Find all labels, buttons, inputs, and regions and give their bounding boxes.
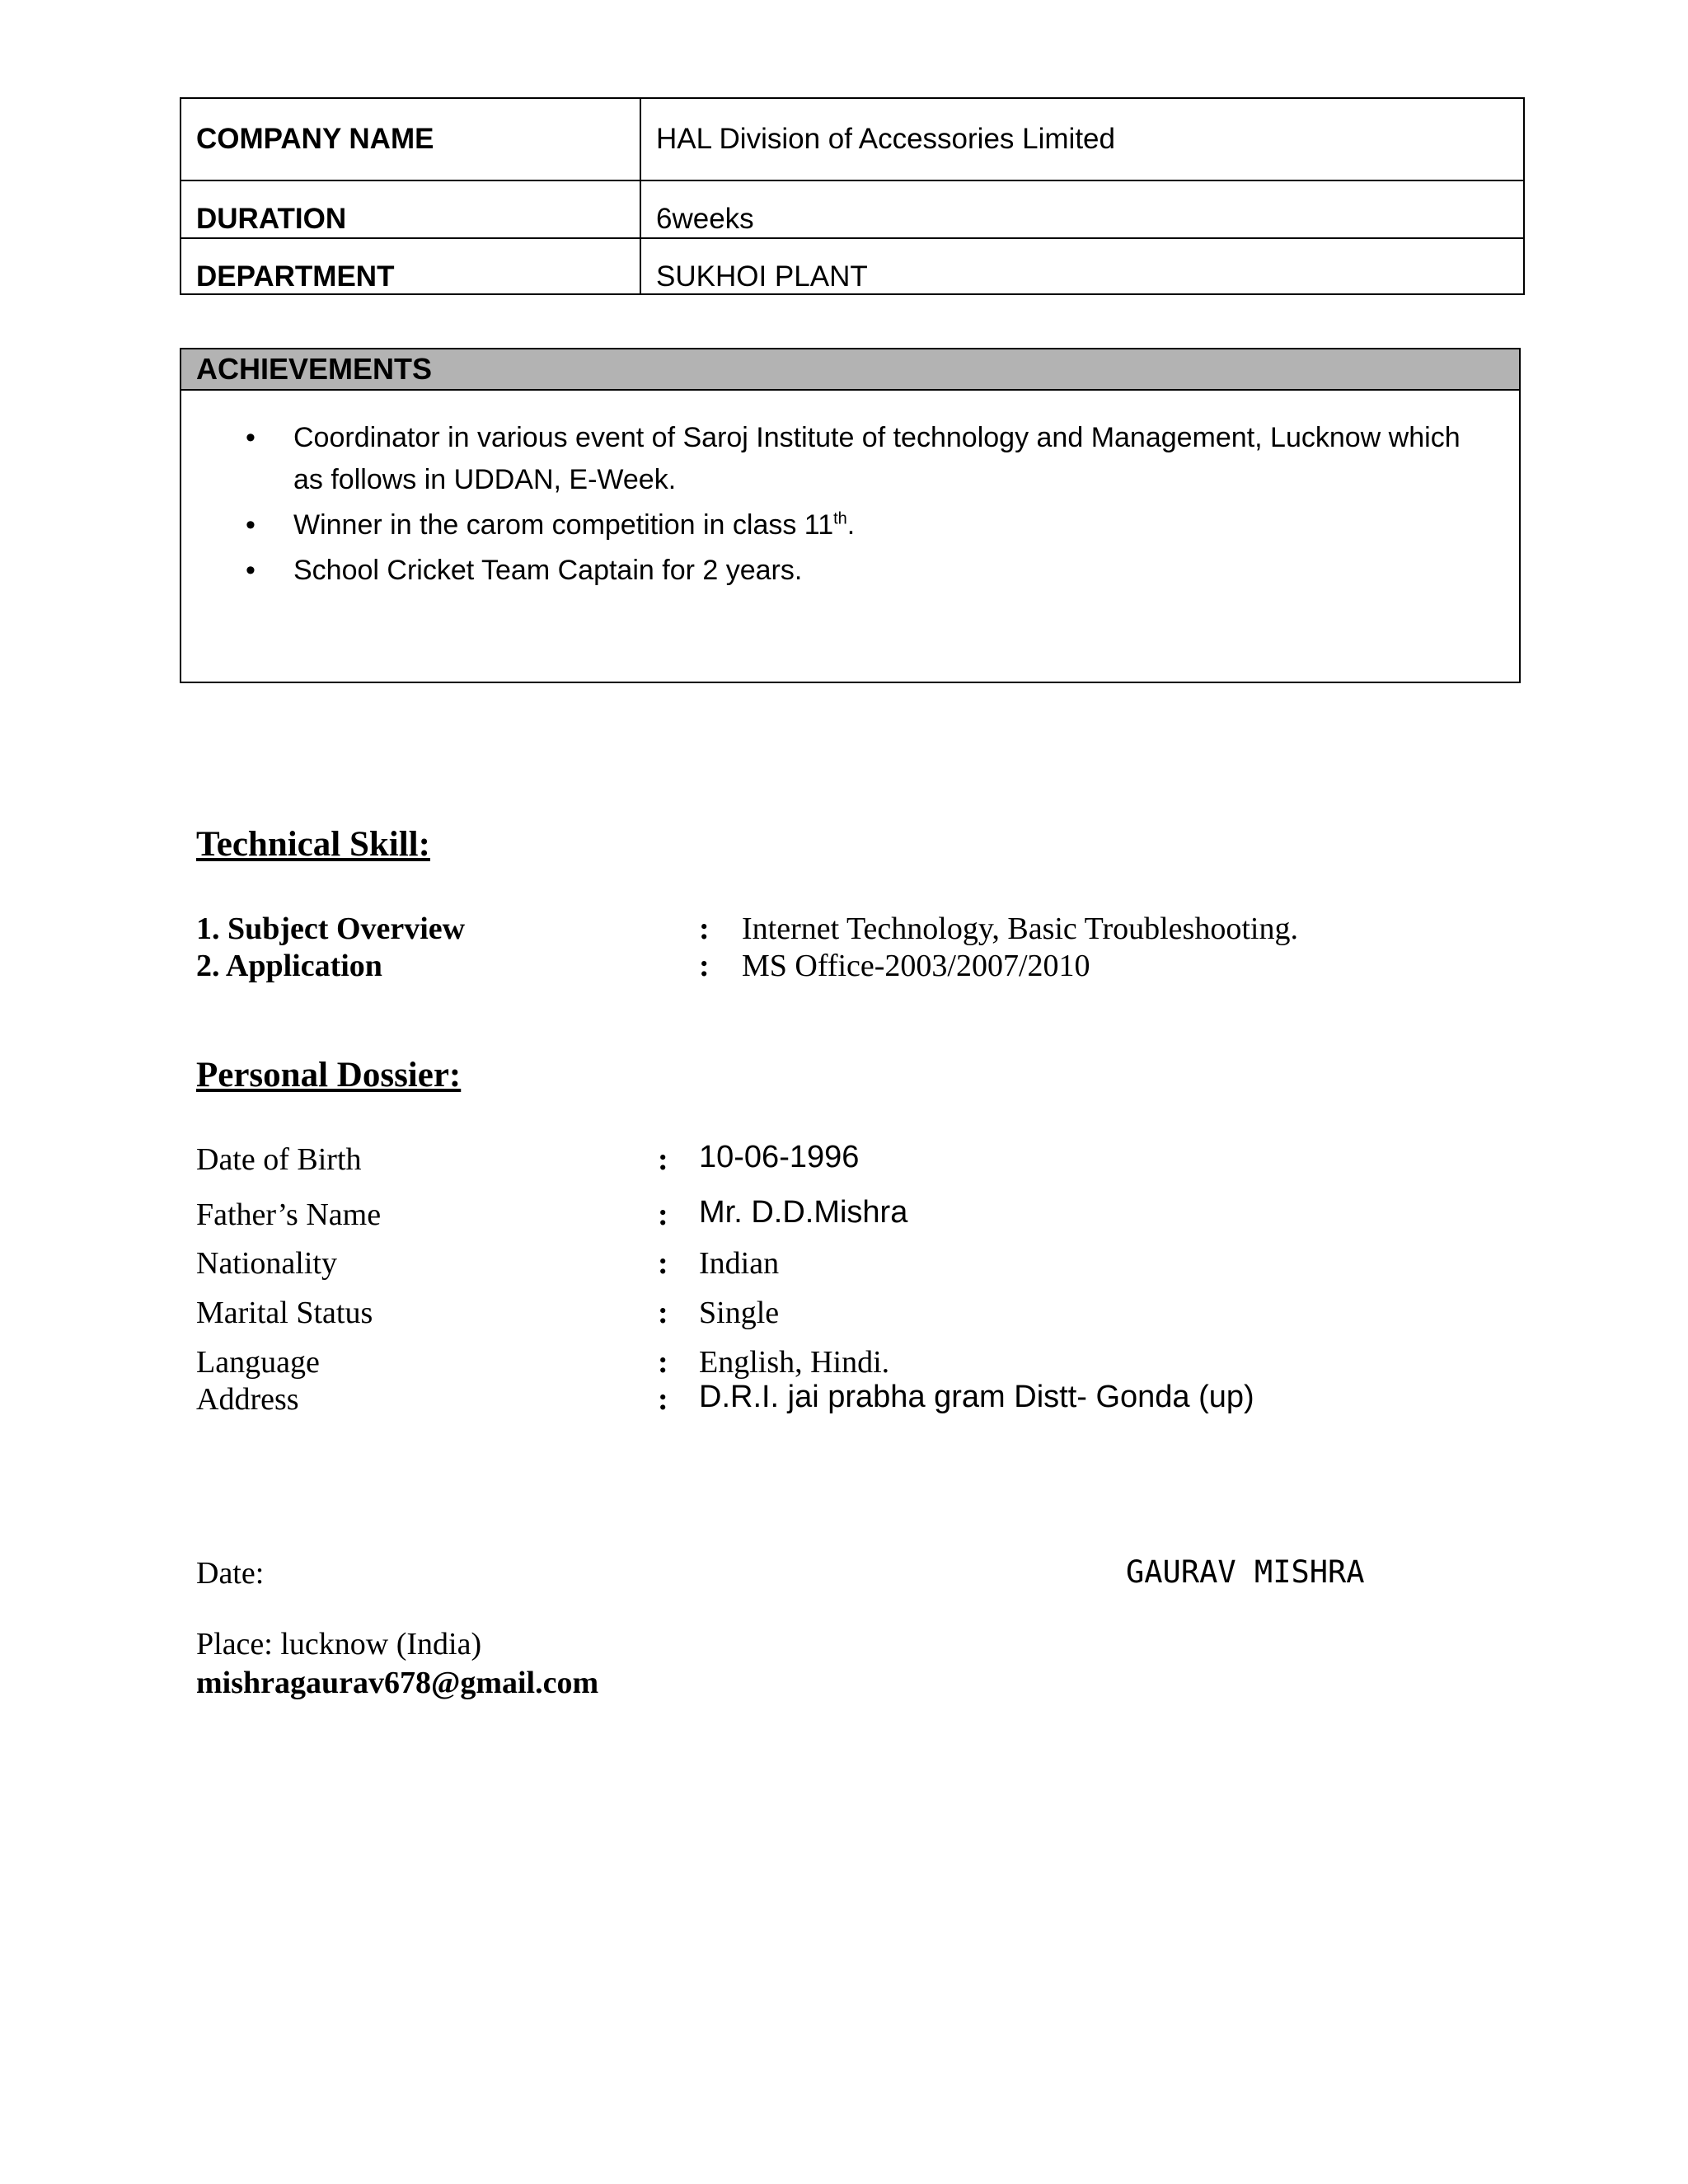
- duration-label: DURATION: [181, 180, 640, 238]
- dossier-value: 10-06-1996: [699, 1140, 860, 1174]
- dossier-key: Marital Status: [196, 1296, 373, 1330]
- dossier-colon: :: [658, 1345, 668, 1380]
- dossier-colon: :: [658, 1382, 668, 1417]
- achievement-suffix: .: [846, 509, 856, 541]
- table-row: [181, 180, 1524, 238]
- dossier-value: Single: [699, 1296, 780, 1330]
- list-item: [181, 550, 1519, 592]
- achievement-text: Coordinator in various event of Saroj Institute of technology and Management, Lucknow which as follows in UDDAN, E-Week.: [293, 422, 1461, 495]
- achievements-heading: ACHIEVEMENTS: [181, 349, 1519, 391]
- dossier-colon: :: [658, 1197, 668, 1232]
- table-row: [181, 98, 1524, 180]
- skill-colon: :: [699, 949, 710, 983]
- achievement-text: School Cricket Team Captain for 2 years.: [293, 555, 803, 586]
- skill-colon: :: [699, 912, 710, 946]
- email-text: mishragaurav678@gmail.com: [196, 1666, 599, 1700]
- dossier-colon: :: [658, 1142, 668, 1177]
- table-row: [181, 238, 1524, 294]
- dossier-colon: :: [658, 1296, 668, 1330]
- department-label: DEPARTMENT: [181, 238, 640, 294]
- place-text: Place: lucknow (India): [196, 1627, 482, 1661]
- dossier-colon: :: [658, 1246, 668, 1281]
- technical-skill-heading: Technical Skill:: [196, 825, 430, 864]
- achievements-section: [180, 348, 1521, 683]
- skill-value: MS Office-2003/2007/2010: [742, 949, 1090, 983]
- date-label: Date:: [196, 1556, 265, 1591]
- personal-dossier-heading: Personal Dossier:: [196, 1056, 462, 1094]
- dossier-key: Nationality: [196, 1246, 337, 1281]
- dossier-key: Address: [196, 1382, 299, 1417]
- skill-value: Internet Technology, Basic Troubleshooting.: [742, 912, 1298, 946]
- dossier-value: Mr. D.D.Mishra: [699, 1195, 908, 1230]
- company-details-table: [180, 97, 1525, 295]
- dossier-key: Date of Birth: [196, 1142, 362, 1177]
- list-item: [181, 504, 1519, 546]
- dossier-value: English, Hindi.: [699, 1345, 890, 1380]
- company-name-value: HAL Division of Accessories Limited: [640, 98, 1524, 180]
- skill-key: 2. Application: [196, 949, 382, 983]
- department-value: SUKHOI PLANT: [640, 238, 1524, 294]
- duration-value: 6weeks: [640, 180, 1524, 238]
- dossier-key: Language: [196, 1345, 320, 1380]
- dossier-key: Father’s Name: [196, 1197, 382, 1232]
- skill-key: 1. Subject Overview: [196, 912, 466, 946]
- achievements-list: [181, 417, 1519, 592]
- dossier-value: D.R.I. jai prabha gram Distt- Gonda (up): [699, 1380, 1254, 1414]
- ordinal-superscript: th: [833, 509, 847, 528]
- achievement-text: Winner in the carom competition in class 11: [293, 509, 834, 541]
- list-item: [181, 417, 1519, 501]
- company-name-label: COMPANY NAME: [181, 98, 640, 180]
- signature-name: GAURAV MISHRA: [1126, 1554, 1365, 1590]
- dossier-value: Indian: [699, 1246, 780, 1281]
